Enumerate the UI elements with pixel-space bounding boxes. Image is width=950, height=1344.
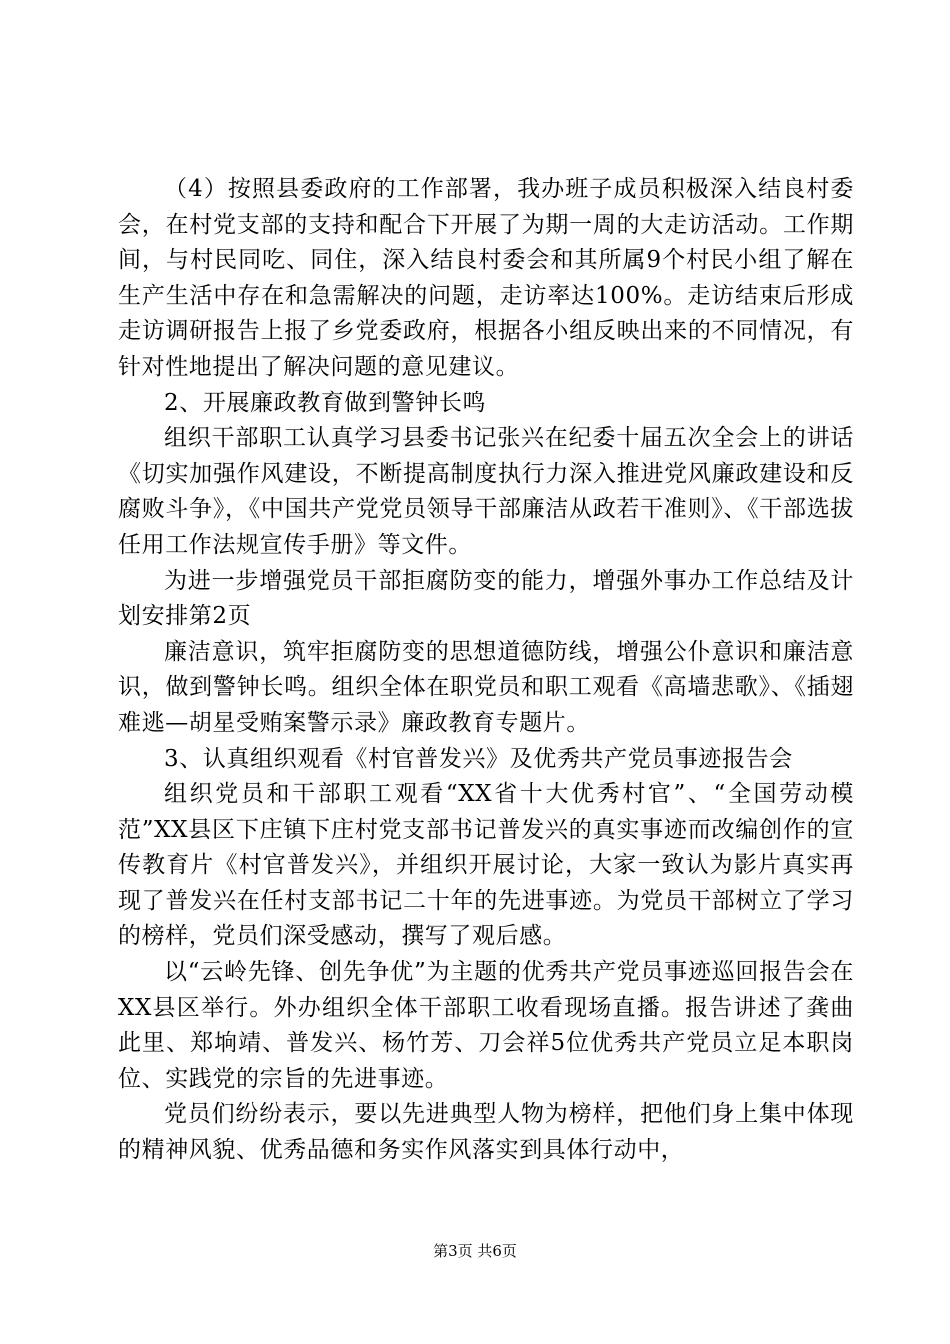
paragraph-9: 党员们纷纷表示，要以先进典型人物为榜样，把他们身上集中体现的精神风貌、优秀品德和务实作风落实到具体行动中， <box>118 1101 854 1164</box>
page-number-footer: 第3页 共6页 <box>433 1242 517 1260</box>
paragraph-8: 以“云岭先锋、创先争优”为主题的优秀共产党员事迹巡回报告会在XX县区举行。外办组织全体干部职工收看现场直播。报告讲述了龚曲此里、郑垧靖、普发兴、杨竹芳、刀会祥5位优秀共产党员立足本职岗位、实践党的宗旨的先进事迹。 <box>118 959 854 1092</box>
section-heading-3: 3、认真组织观看《村官普发兴》及优秀共产党员事迹报告会 <box>164 745 793 772</box>
paragraph-3: 组织干部职工认真学习县委书记张兴在纪委十届五次全会上的讲话《切实加强作风建设，不断提高制度执行力深入推进党风廉政建设和反腐败斗争》，《中国共产党党员领导干部廉洁从政若干准则》、《干部选拔任用工作法规宣传手册》等文件。 <box>118 425 854 558</box>
paragraph-1: （4）按照县委政府的工作部署，我办班子成员积极深入结良村委会，在村党支部的支持和配合下开展了为期一周的大走访活动。工作期间，与村民同吃、同住，深入结良村委会和其所属9个村民小组了解在生产生活中存在和急需解决的问题，走访率达100%。走访结束后形成走访调研报告上报了乡党委政府，根据各小组反映出来的不同情况，有针对性地提出了解决问题的意见建议。 <box>118 176 854 380</box>
document-body <box>118 172 854 1169</box>
paragraph-7: 组织党员和干部职工观看“XX省十大优秀村官”、“全国劳动模范”XX县区下庄镇下庄村党支部书记普发兴的真实事迹而改编创作的宣传教育片《村官普发兴》，并组织开展讨论，大家一致认为影片真实再现了普发兴在任村支部书记二十年的先进事迹。为党员干部树立了学习的榜样，党员们深受感动，撰写了观后感。 <box>118 781 854 950</box>
paragraph-4: 为进一步增强党员干部拒腐防变的能力，增强外事办工作总结及计划安排第2页 <box>118 567 854 630</box>
paragraph-5: 廉洁意识，筑牢拒腐防变的思想道德防线，增强公仆意识和廉洁意识，做到警钟长鸣。组织全体在职党员和职工观看《高墙悲歌》、《插翅难逃—胡星受贿案警示录》廉政教育专题片。 <box>118 638 854 736</box>
section-heading-2: 2、开展廉政教育做到警钟长鸣 <box>164 389 487 416</box>
